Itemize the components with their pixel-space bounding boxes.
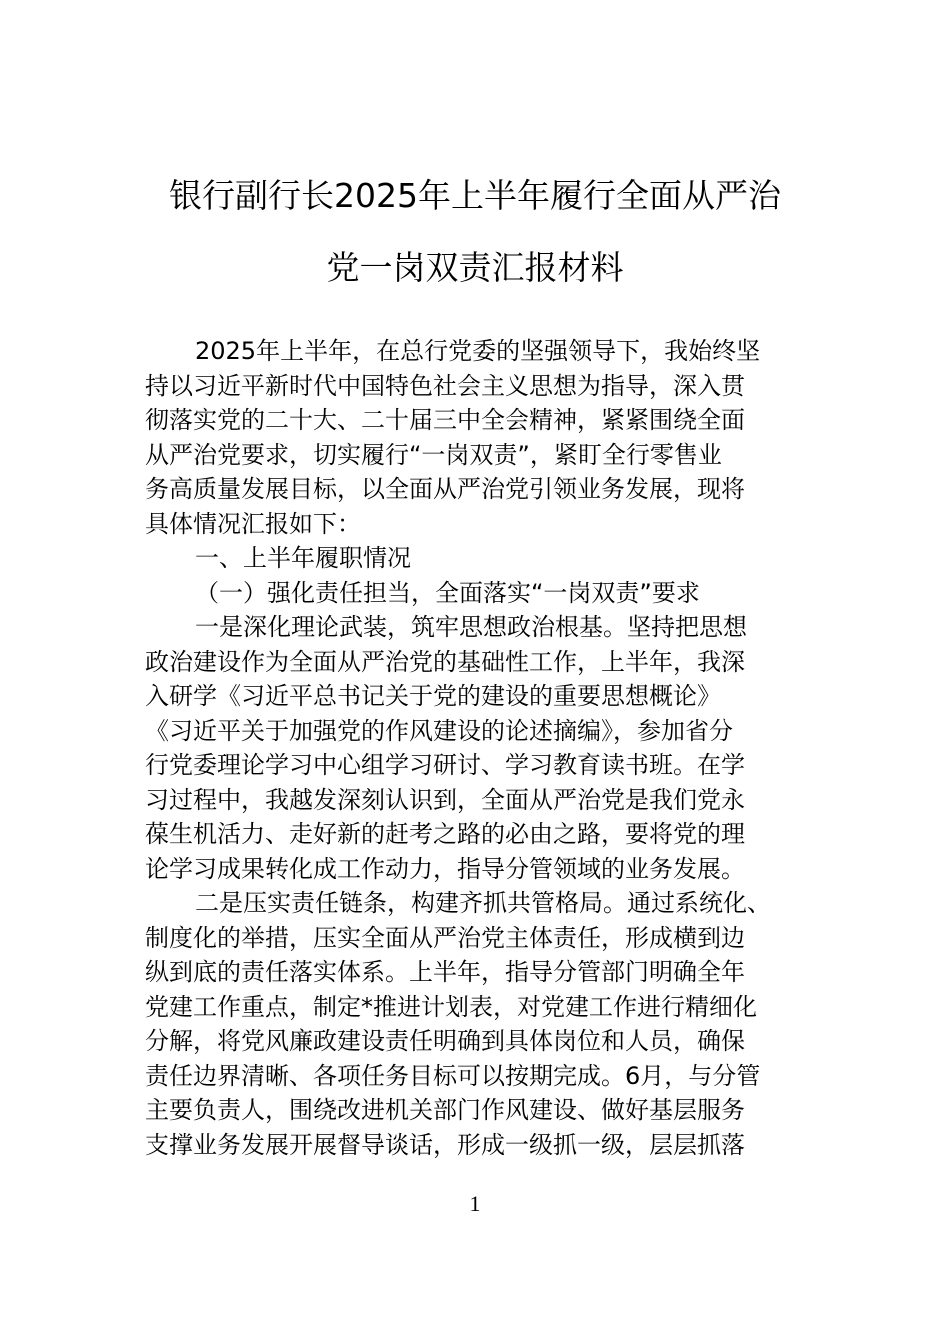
body-line: 支撑业务发展开展督导谈话，形成一级抓一级，层层抓落 [145, 1130, 745, 1159]
body-line: 葆生机活力、走好新的赶考之路的必由之路，要将党的理 [145, 820, 745, 848]
body-line: 制度化的举措，压实全面从严治党主体责任，形成横到边 [145, 923, 745, 952]
body-line: 持以习近平新时代中国特色社会主义思想为指导，深入贯 [145, 371, 745, 400]
body-line: 二是压实责任链条，构建齐抓共管格局。通过系统化、 [195, 889, 771, 917]
document-title-line-2: 党一岗双责汇报材料 [326, 248, 624, 287]
body-line: 彻落实党的二十大、二十届三中全会精神，紧紧围绕全面 [145, 406, 745, 434]
body-line: 责任边界清晰、各项任务目标可以按期完成。6月，与分管 [145, 1061, 761, 1090]
body-line: 主要负责人，围绕改进机关部门作风建设、做好基层服务 [145, 1096, 745, 1124]
page-number: 1 [469, 1191, 481, 1216]
body-line: 入研学《习近平总书记关于党的建设的重要思想概论》 [145, 682, 721, 710]
body-line: 务高质量发展目标，以全面从严治党引领业务发展，现将 [145, 475, 745, 503]
body-line: 从严治党要求，切实履行“一岗双责”，紧盯全行零售业 [145, 440, 722, 469]
body-line: 习过程中，我越发深刻认识到，全面从严治党是我们党永 [145, 785, 745, 814]
body-line: 具体情况汇报如下： [145, 509, 361, 538]
body-line: 2025年上半年，在总行党委的坚强领导下，我始终坚 [195, 337, 761, 365]
body-line: 一是深化理论武装，筑牢思想政治根基。坚持把思想 [195, 613, 747, 641]
body-line: 分解，将党风廉政建设责任明确到具体岗位和人员，确保 [145, 1027, 745, 1055]
document-title-line-1: 银行副行长2025年上半年履行全面从严治 [169, 176, 781, 215]
body-line: 党建工作重点，制定*推进计划表，对党建工作进行精细化 [145, 992, 757, 1021]
body-line: 论学习成果转化成工作动力，指导分管领域的业务发展。 [145, 854, 745, 883]
body-line: 纵到底的责任落实体系。上半年，指导分管部门明确全年 [145, 958, 745, 986]
document-body [145, 334, 825, 1162]
body-line: 政治建设作为全面从严治党的基础性工作，上半年，我深 [145, 647, 745, 676]
subsection-heading: （一）强化责任担当，全面落实“一岗双责”要求 [195, 578, 700, 607]
body-line: 《习近平关于加强党的作风建设的论述摘编》，参加省分 [145, 716, 733, 745]
body-line: 行党委理论学习中心组学习研讨、学习教育读书班。在学 [145, 751, 745, 779]
section-heading: 一、上半年履职情况 [195, 544, 411, 572]
